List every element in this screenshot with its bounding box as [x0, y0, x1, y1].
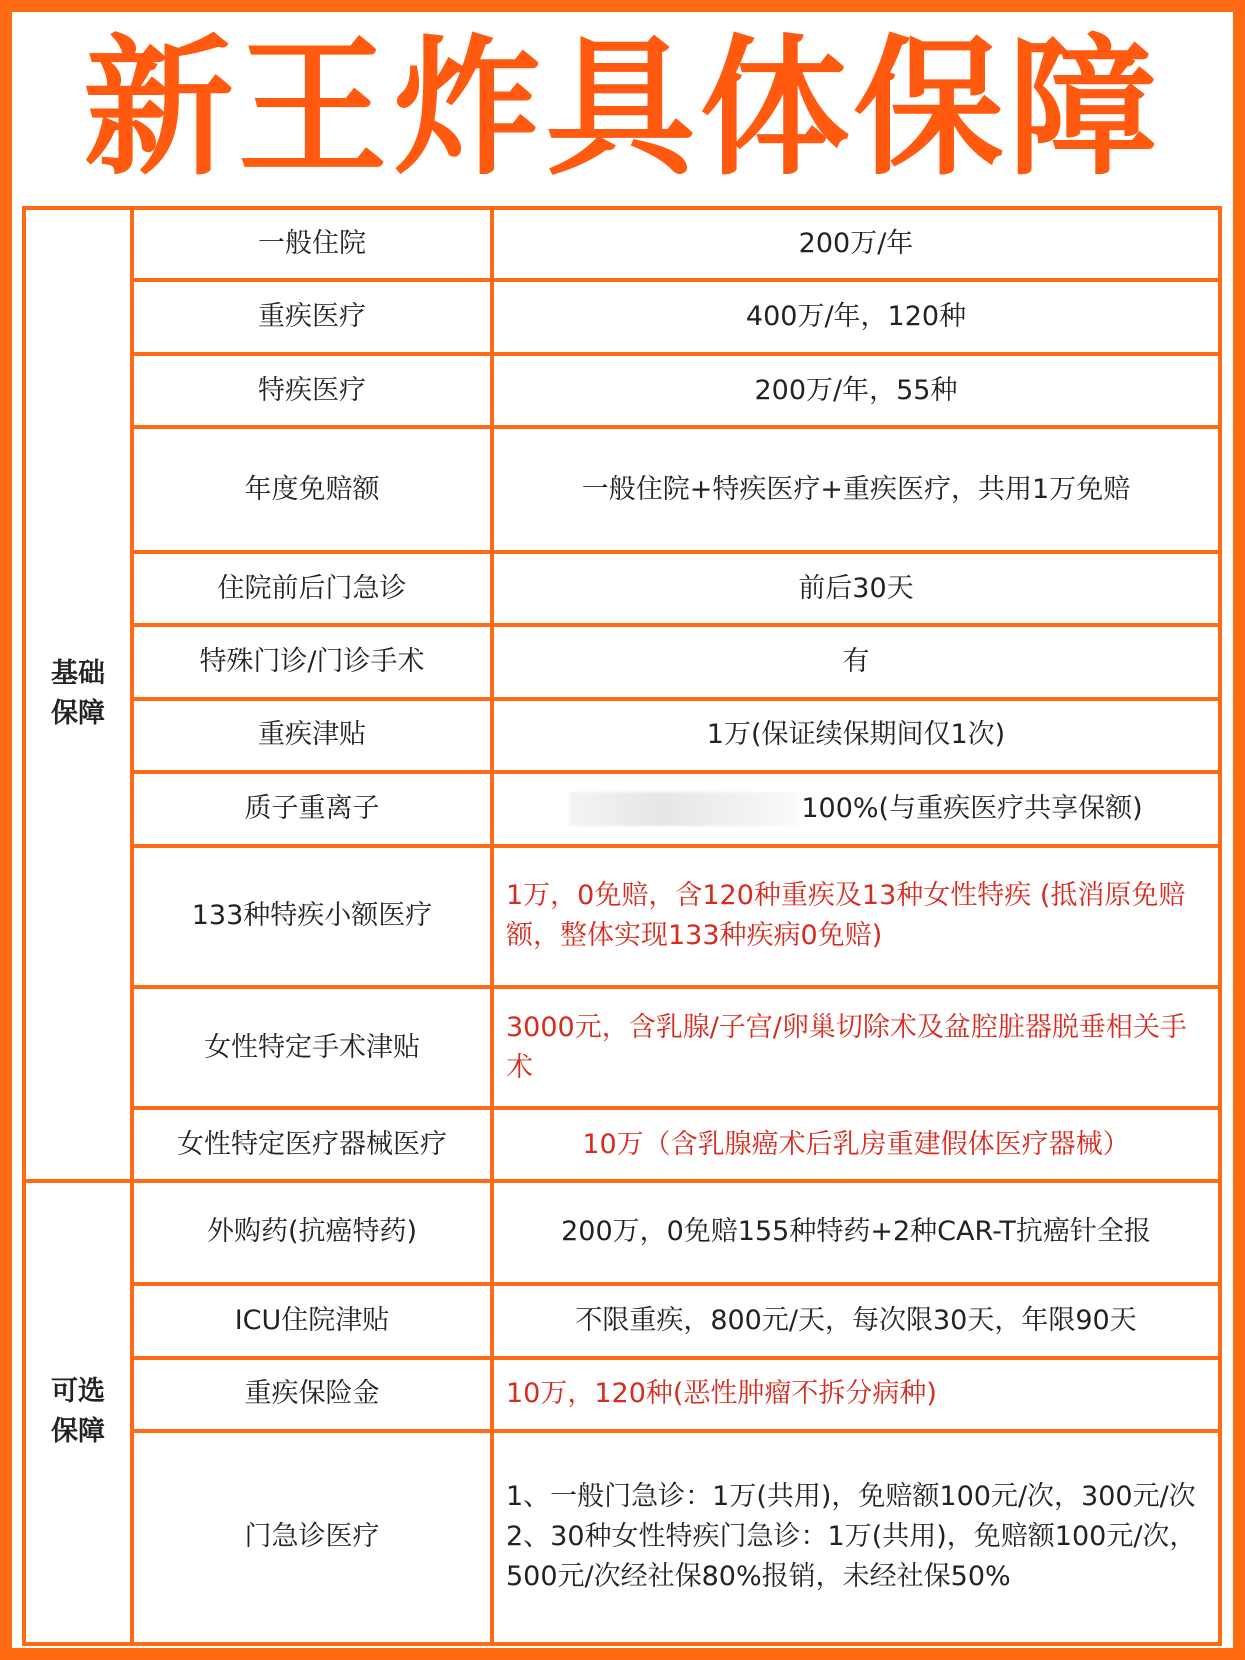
coverage-value: 不限重疾，800元/天，每次限30天，年限90天 [492, 1284, 1220, 1357]
table-row [24, 280, 1220, 353]
table-row [24, 552, 1220, 625]
table-row [24, 987, 1220, 1108]
table-row [24, 427, 1220, 552]
coverage-name: 特殊门诊/门诊手术 [132, 625, 492, 698]
coverage-value: 1万(保证续保期间仅1次) [492, 699, 1220, 772]
coverage-value: 200万/年 [492, 208, 1220, 280]
coverage-value: 200万，0免赔155种特药+2种CAR-T抗癌针全报 [492, 1181, 1220, 1284]
table-row [24, 1358, 1220, 1431]
coverage-name: 女性特定手术津贴 [132, 987, 492, 1108]
coverage-name: 质子重离子 [132, 772, 492, 845]
coverage-value: 1万，0免赔，含120种重疾及13种女性特疾 (抵消原免赔额，整体实现133种疾病0免赔) [492, 846, 1220, 988]
coverage-value [492, 772, 1220, 845]
coverage-value: 10万（含乳腺癌术后乳房重建假体医疗器械） [492, 1108, 1220, 1180]
table-row [24, 1108, 1220, 1180]
coverage-value: 一般住院+特疾医疗+重疾医疗，共用1万免赔 [492, 427, 1220, 552]
table-row [24, 354, 1220, 427]
coverage-name: 重疾医疗 [132, 280, 492, 353]
coverage-value: 10万，120种(恶性肿瘤不拆分病种) [492, 1358, 1220, 1431]
coverage-name: 重疾津贴 [132, 699, 492, 772]
coverage-name: 重疾保险金 [132, 1358, 492, 1431]
table-row [24, 625, 1220, 698]
coverage-table [22, 206, 1222, 1646]
coverage-value: 200万/年，55种 [492, 354, 1220, 427]
table-row [24, 699, 1220, 772]
coverage-value: 前后30天 [492, 552, 1220, 625]
table-row [24, 1431, 1220, 1644]
table-row [24, 208, 1220, 280]
coverage-name: ICU住院津贴 [132, 1284, 492, 1357]
coverage-value-text: 100%(与重疾医疗共享保额) [801, 792, 1143, 824]
coverage-name: 门急诊医疗 [132, 1431, 492, 1644]
outpatient-line-1: 1、一般门急诊：1万(共用)，免赔额100元/次，300元/次 [506, 1481, 1196, 1513]
coverage-value: 400万/年，120种 [492, 280, 1220, 353]
group-label-basic: 基础保障 [24, 208, 132, 1181]
page-title: 新王炸具体保障 [83, 22, 1162, 196]
coverage-name: 外购药(抗癌特药) [132, 1181, 492, 1284]
coverage-value: 3000元，含乳腺/子宫/卵巢切除术及盆腔脏器脱垂相关手术 [492, 987, 1220, 1108]
coverage-value: 有 [492, 625, 1220, 698]
table-row [24, 846, 1220, 988]
coverage-name: 特疾医疗 [132, 354, 492, 427]
group-label-optional: 可选保障 [24, 1181, 132, 1644]
coverage-name: 住院前后门急诊 [132, 552, 492, 625]
coverage-name: 一般住院 [132, 208, 492, 280]
outpatient-line-2: 2、30种女性特疾门急诊：1万(共用)，免赔额100元/次，500元/次经社保80%报销，未经社保50% [506, 1521, 1197, 1593]
redacted-text [569, 792, 799, 826]
coverage-value [492, 1431, 1220, 1644]
coverage-name: 女性特定医疗器械医疗 [132, 1108, 492, 1180]
table-row [24, 1181, 1220, 1284]
coverage-name: 133种特疾小额医疗 [132, 846, 492, 988]
table-row [24, 772, 1220, 845]
table-row [24, 1284, 1220, 1357]
coverage-name: 年度免赔额 [132, 427, 492, 552]
